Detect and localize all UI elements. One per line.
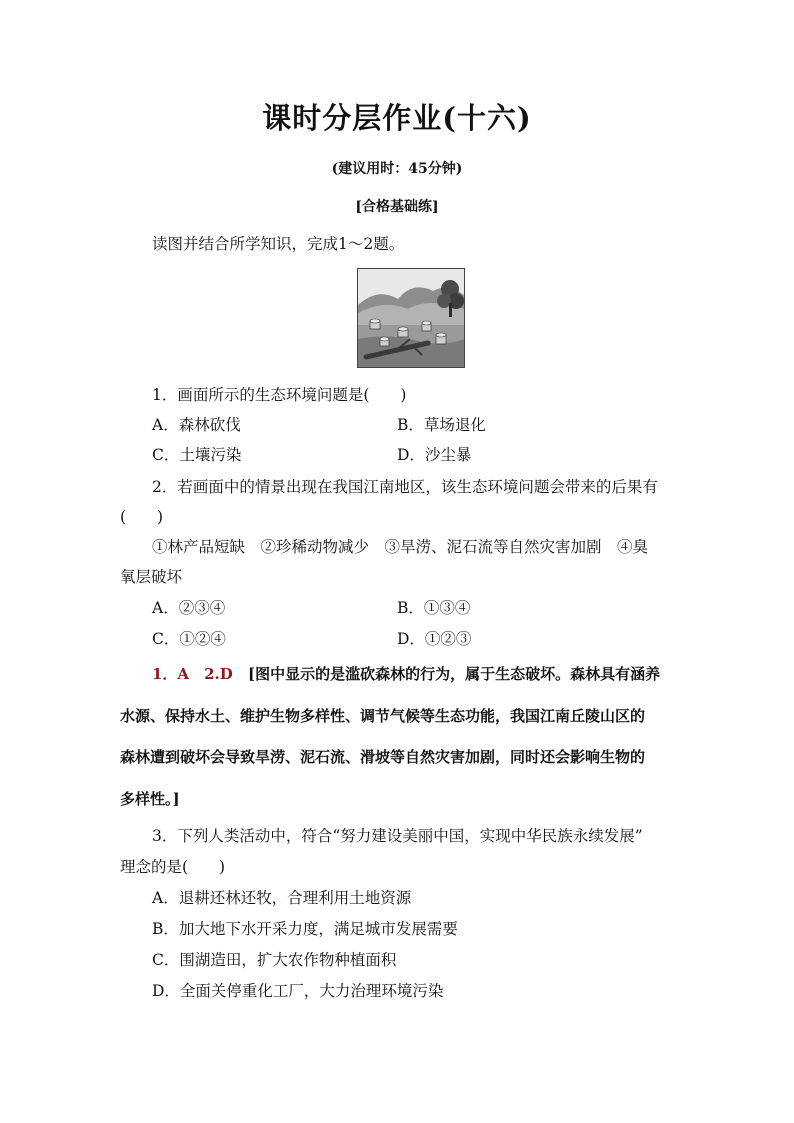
answer-1-2-line2: 水源、保持水土、维护生物多样性、调节气候等生态功能，我国江南丘陵山区的 <box>120 707 646 725</box>
q3-option-a: A．退耕还林还牧，合理利用土地资源 <box>152 889 412 907</box>
section-heading: [合格基础练] <box>355 199 439 215</box>
q2-items-line1: ①林产品短缺 ②珍稀动物减少 ③旱涝、泥石流等自然灾害加剧 ④臭 <box>152 538 649 556</box>
q2-stem-line1: 2．若画面中的情景出现在我国江南地区，该生态环境问题会带来的后果有 <box>152 478 658 496</box>
q2-option-b: B．①③④ <box>397 599 471 617</box>
q3-option-c: C．围湖造田，扩大农作物种植面积 <box>152 951 397 969</box>
q2-stem-line2: ( ) <box>120 508 164 526</box>
answer-1-2-line3: 森林遭到破坏会导致旱涝、泥石流、滑坡等自然灾害加剧，同时还会影响生物的 <box>120 748 646 766</box>
q3-option-d: D．全面关停重化工厂，大力治理环境污染 <box>152 982 444 1000</box>
q2-option-a: A．②③④ <box>152 599 226 617</box>
q2-items-line2: 氧层破坏 <box>120 568 183 586</box>
suggested-time: (建议用时：45分钟) <box>331 161 463 177</box>
q1-stem: 1．画面所示的生态环境问题是( ) <box>152 386 407 404</box>
q1-option-d: D．沙尘暴 <box>397 446 472 464</box>
answer-1-2-line1 <box>152 663 660 684</box>
question-intro: 读图并结合所学知识，完成1～2题。 <box>152 235 405 253</box>
q2-option-d: D．①②③ <box>397 630 472 648</box>
q1-option-c: C．土壤污染 <box>152 446 242 464</box>
deforestation-illustration <box>357 268 465 368</box>
q3-option-b: B．加大地下水开采力度，满足城市发展需要 <box>152 920 458 938</box>
answer-1-2-line4: 多样性。] <box>120 790 180 808</box>
q3-stem-line2: 理念的是( ) <box>120 858 226 876</box>
page-title: 课时分层作业(十六) <box>262 101 532 135</box>
answer-explanation-start: [图中显示的是滥砍森林的行为，属于生态破坏。森林具有涵养 <box>247 665 661 683</box>
q3-stem-line1: 3．下列人类活动中，符合“努力建设美丽中国，实现中华民族永续发展” <box>152 827 643 845</box>
q1-option-a: A．森林砍伐 <box>152 416 241 434</box>
answer-key: 1．A 2.D <box>152 665 233 683</box>
q2-option-c: C．①②④ <box>152 630 226 648</box>
q1-option-b: B．草场退化 <box>397 416 486 434</box>
deforestation-scene-icon <box>358 269 464 367</box>
